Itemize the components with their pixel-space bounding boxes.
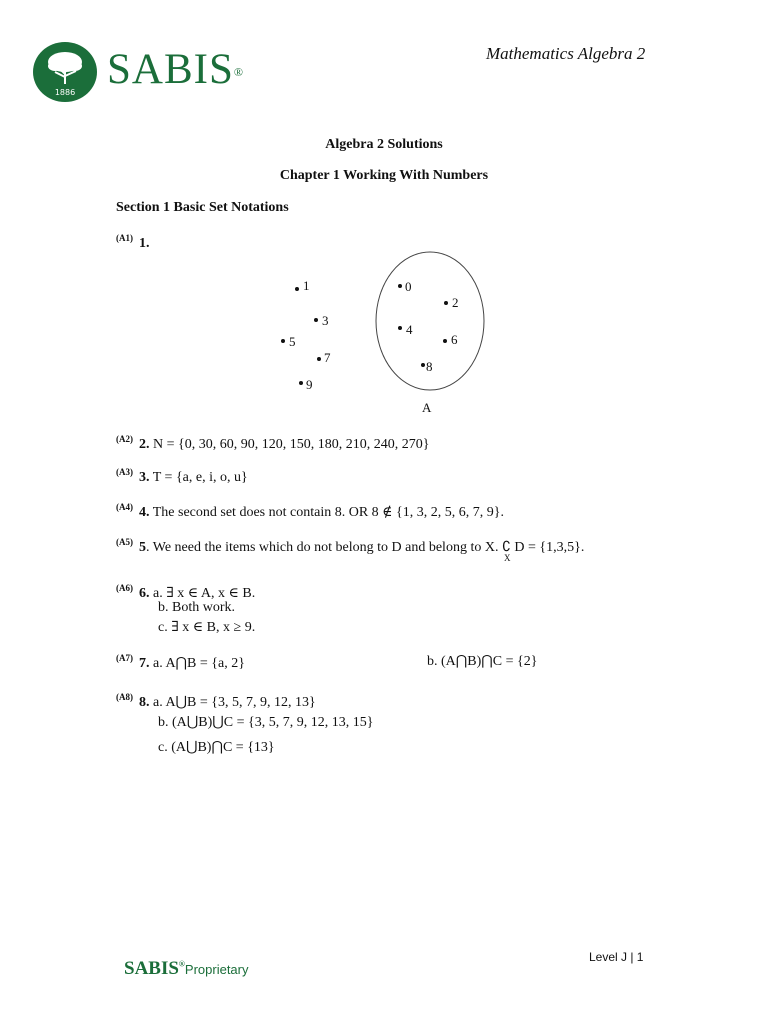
header-subject: Mathematics Algebra 2 bbox=[486, 44, 646, 63]
chapter-title: Chapter 1 Working With Numbers bbox=[279, 168, 489, 183]
point-label: 0 bbox=[405, 279, 412, 294]
point-label: 9 bbox=[306, 377, 313, 392]
question-7b: b. (A⋂B)⋂C = {2} bbox=[427, 654, 538, 669]
point-dot bbox=[317, 357, 321, 361]
question-8c: c. (A⋃B)⋂C = {13} bbox=[158, 740, 275, 755]
point-dot bbox=[398, 284, 402, 288]
set-label-a: A bbox=[422, 400, 432, 415]
point-dot bbox=[295, 287, 299, 291]
question-3: $^{(A3)}$ 3. T = {a, e, i, o, u} bbox=[116, 467, 248, 485]
question-1: $^{(A1)}$ 1. bbox=[116, 233, 150, 251]
point-label: 2 bbox=[452, 295, 459, 310]
page-number: Level J | 1 bbox=[589, 950, 644, 964]
point-label: 1 bbox=[303, 278, 310, 293]
footer-logo: SABIS®Proprietary bbox=[124, 958, 249, 979]
point-label: 6 bbox=[451, 332, 458, 347]
question-8: $^{(A8)}$ 8. a. A⋃B = {3, 5, 7, 9, 12, 13} bbox=[116, 692, 316, 710]
point-dot bbox=[281, 339, 285, 343]
section-title: Section 1 Basic Set Notations bbox=[116, 200, 289, 215]
question-6: $^{(A6)}$ 6. a. ∃ x ∈ A, x ∈ B. bbox=[116, 583, 256, 601]
point-dot bbox=[398, 326, 402, 330]
question-6c: c. ∃ x ∈ B, x ≥ 9. bbox=[158, 620, 256, 635]
question-6b: b. Both work. bbox=[158, 600, 235, 615]
sabis-wordmark: SABIS® bbox=[107, 46, 245, 93]
point-label: 3 bbox=[322, 313, 329, 328]
point-dot bbox=[299, 381, 303, 385]
logo-year: 1886 bbox=[54, 88, 76, 97]
page-title: Algebra 2 Solutions bbox=[325, 137, 443, 152]
point-label: 7 bbox=[324, 350, 331, 365]
point-label: 8 bbox=[426, 359, 433, 374]
point-dot bbox=[444, 301, 448, 305]
question-7: $^{(A7)}$ 7. a. A⋂B = {a, 2} bbox=[116, 653, 245, 671]
point-dot bbox=[421, 363, 425, 367]
question-4: $^{(A4)}$ 4. The second set does not contain 8. OR 8 ∉ {1, 3, 2, 5, 6, 7, 9}. bbox=[116, 502, 504, 520]
sabis-tree-logo bbox=[33, 42, 97, 102]
point-label: 5 bbox=[289, 334, 296, 349]
point-label: 4 bbox=[406, 322, 413, 337]
question-5: $^{(A5)}$ 5. We need the items which do not belong to D and belong to X. ∁ D = {1,3,5} X . bbox=[116, 537, 585, 563]
point-dot bbox=[314, 318, 318, 322]
complement-expression: ∁ D = {1,3,5} X bbox=[501, 540, 581, 563]
question-2: $^{(A2)}$ 2. N = {0, 30, 60, 90, 120, 150, 180, 210, 240, 270} bbox=[116, 434, 430, 452]
question-8b: b. (A⋃B)⋃C = {3, 5, 7, 9, 12, 13, 15} bbox=[158, 715, 374, 730]
point-dot bbox=[443, 339, 447, 343]
venn-diagram bbox=[270, 248, 500, 420]
